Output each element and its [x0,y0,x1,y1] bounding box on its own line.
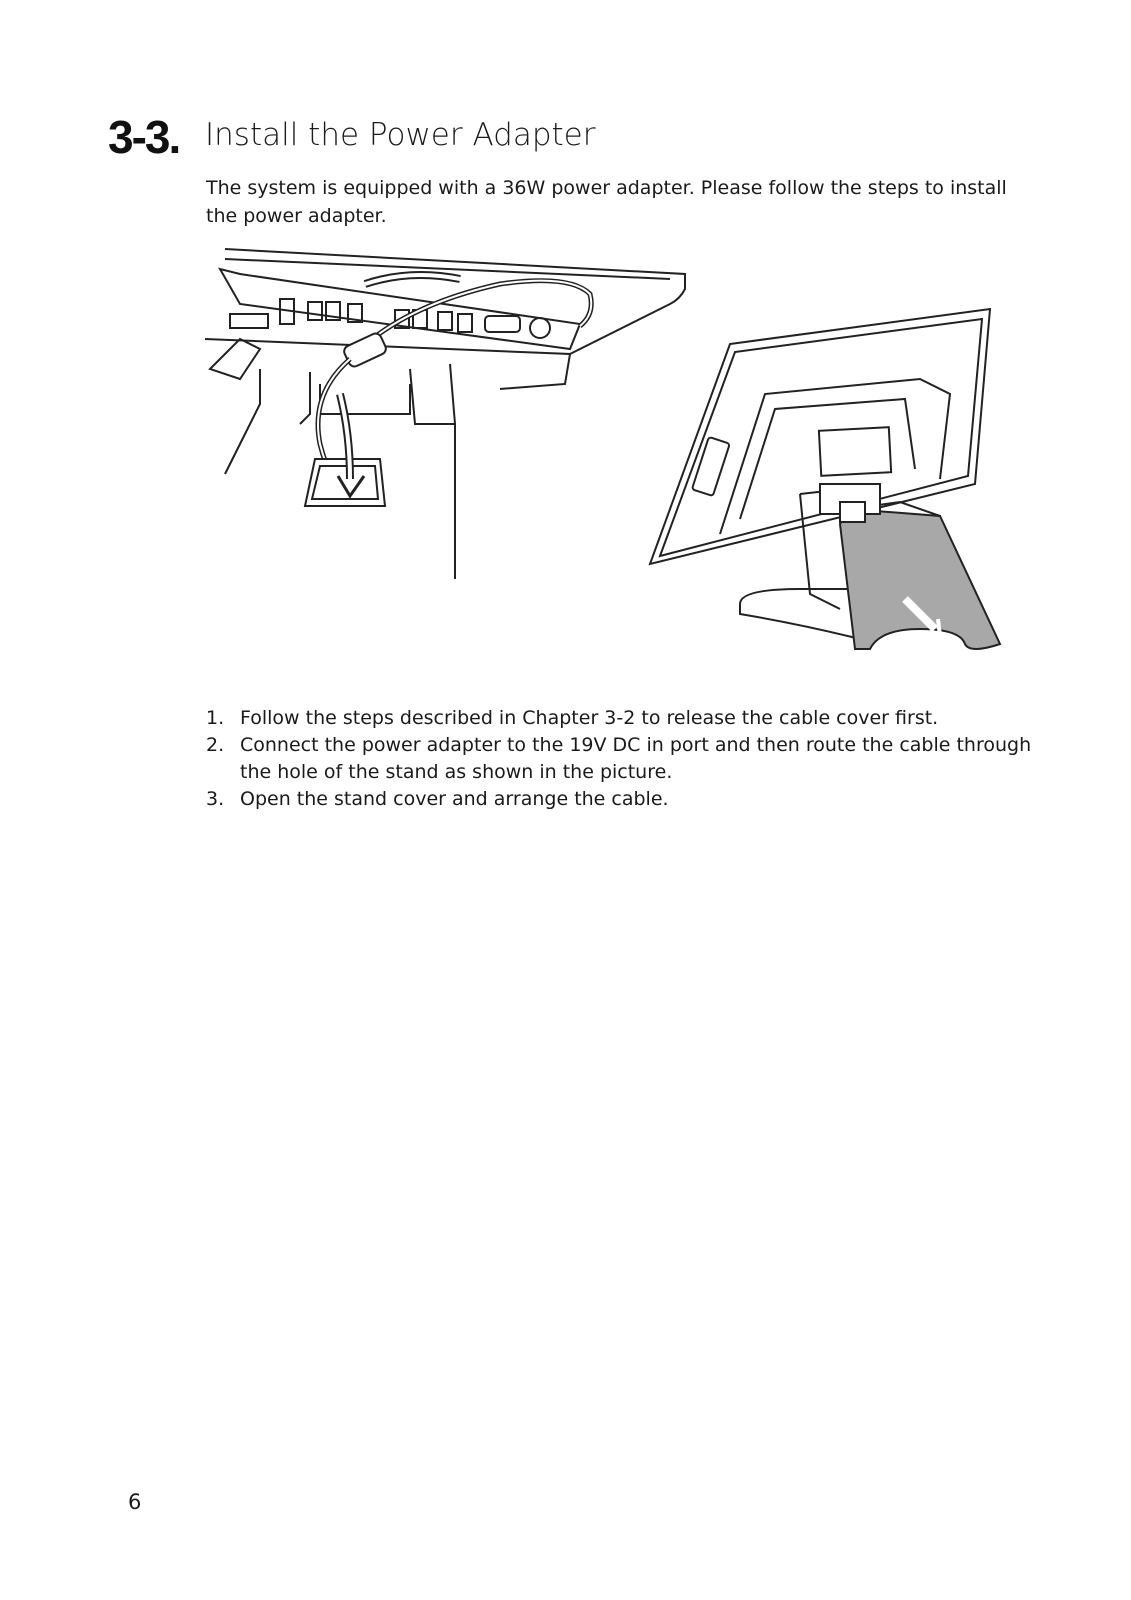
step-text: Follow the steps described in Chapter 3-2 to release the cable cover first. [240,707,939,729]
step-number: 1. [206,707,225,729]
page-number: 6 [128,1490,142,1514]
terminal-stand-drawing [650,309,1000,649]
step-item [206,786,1036,813]
step-text: Connect the power adapter to the 19V DC in port and then route the cable through the hole of the stand as shown in the picture. [240,734,1032,783]
intro-paragraph: The system is equipped with a 36W power adapter. Please follow the steps to install the power adapter. [206,177,1007,227]
steps-list [206,705,1036,813]
step-text: Open the stand cover and arrange the cable. [240,788,669,810]
step-number: 3. [206,788,225,810]
step-item [206,732,1036,786]
installation-illustration [200,244,1030,694]
section-title: Install the Power Adapter [205,117,596,153]
step-number: 2. [206,734,225,756]
port-closeup-drawing [205,249,685,579]
section-number: 3-3. [108,111,180,163]
step-item [206,705,1036,732]
